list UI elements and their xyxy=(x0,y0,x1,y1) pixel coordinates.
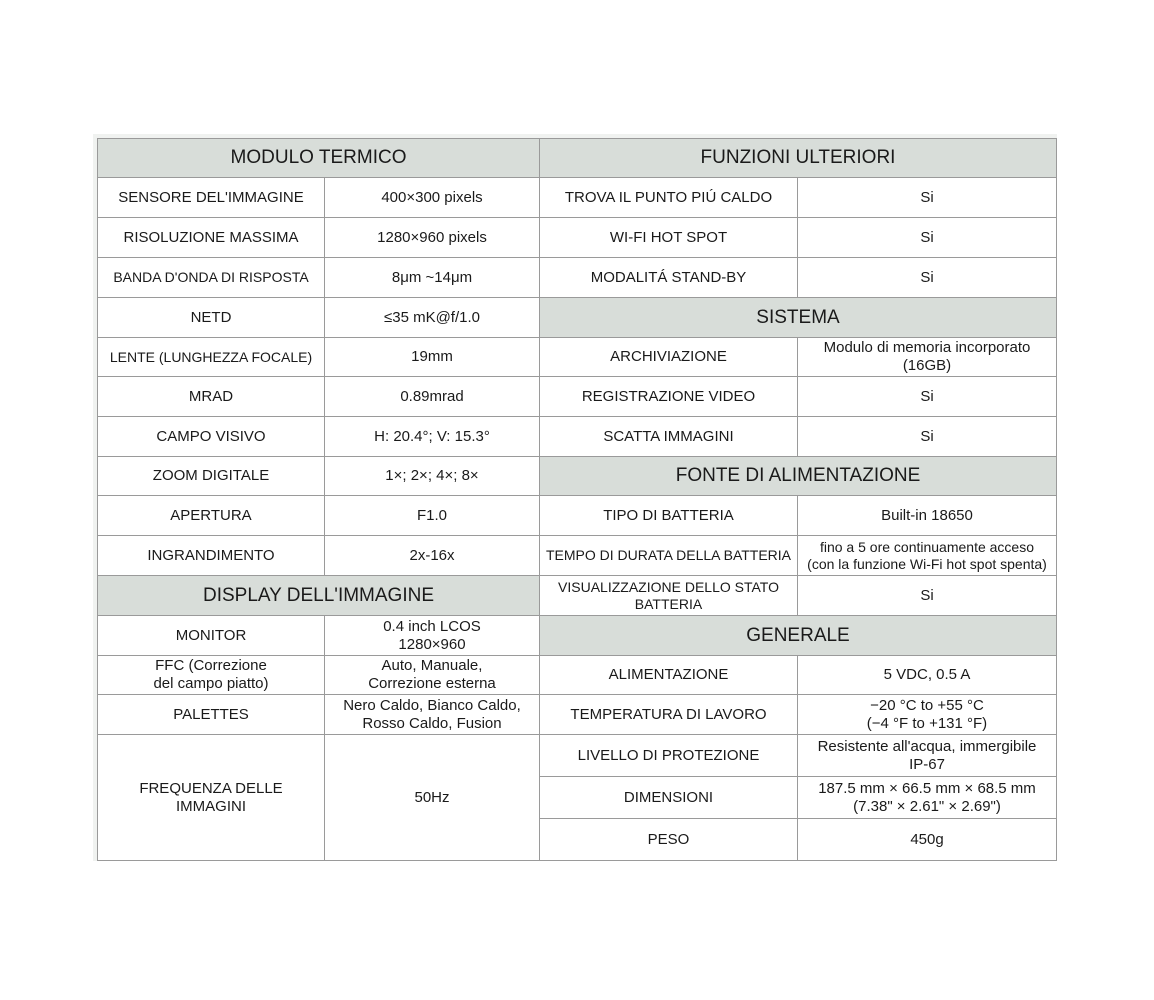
row-value: 1280×960 pixels xyxy=(324,217,540,258)
row-value: Si xyxy=(797,416,1057,457)
row-label: FREQUENZA DELLE IMMAGINI xyxy=(97,734,325,861)
row-value: −20 °C to +55 °C (−4 °F to +131 °F) xyxy=(797,694,1057,735)
row-label: NETD xyxy=(97,297,325,338)
row-value: Si xyxy=(797,376,1057,417)
row-value: 0.89mrad xyxy=(324,376,540,417)
row-value: Nero Caldo, Bianco Caldo, Rosso Caldo, Fusion xyxy=(324,694,540,735)
row-label: PALETTES xyxy=(97,694,325,735)
row-label: MODALITÁ STAND-BY xyxy=(539,257,798,298)
section-header-modulo-termico: MODULO TERMICO xyxy=(97,138,540,178)
row-label: SCATTA IMMAGINI xyxy=(539,416,798,457)
spec-table xyxy=(97,138,1057,861)
row-label: ZOOM DIGITALE xyxy=(97,456,325,496)
row-value: Built-in 18650 xyxy=(797,495,1057,536)
row-value: 2x-16x xyxy=(324,535,540,576)
row-label: DIMENSIONI xyxy=(539,776,798,819)
row-value: 1×; 2×; 4×; 8× xyxy=(324,456,540,496)
row-label: ARCHIVIAZIONE xyxy=(539,337,798,377)
row-value: Si xyxy=(797,217,1057,258)
section-header-fonte-alimentazione: FONTE DI ALIMENTAZIONE xyxy=(539,456,1057,496)
row-value: Resistente all'acqua, immergibile IP-67 xyxy=(797,734,1057,777)
row-value: 400×300 pixels xyxy=(324,177,540,218)
row-label: APERTURA xyxy=(97,495,325,536)
row-label: SENSORE DEL'IMMAGINE xyxy=(97,177,325,218)
row-label: PESO xyxy=(539,818,798,861)
row-value: 50Hz xyxy=(324,734,540,861)
row-label: INGRANDIMENTO xyxy=(97,535,325,576)
row-label: TEMPERATURA DI LAVORO xyxy=(539,694,798,735)
row-value: Auto, Manuale, Correzione esterna xyxy=(324,655,540,695)
row-label: MONITOR xyxy=(97,615,325,656)
row-value: 187.5 mm × 66.5 mm × 68.5 mm (7.38" × 2.61" × 2.69") xyxy=(797,776,1057,819)
row-label: LIVELLO DI PROTEZIONE xyxy=(539,734,798,777)
row-label: ALIMENTAZIONE xyxy=(539,655,798,695)
row-value: F1.0 xyxy=(324,495,540,536)
row-value: Si xyxy=(797,177,1057,218)
row-label: VISUALIZZAZIONE DELLO STATO BATTERIA xyxy=(539,575,798,616)
row-value: ≤35 mK@f/1.0 xyxy=(324,297,540,338)
row-value: 450g xyxy=(797,818,1057,861)
row-value: Si xyxy=(797,575,1057,616)
row-value: Si xyxy=(797,257,1057,298)
row-value: Modulo di memoria incorporato (16GB) xyxy=(797,337,1057,377)
section-header-display-immagine: DISPLAY DELL'IMMAGINE xyxy=(97,575,540,616)
row-label: TROVA IL PUNTO PIÚ CALDO xyxy=(539,177,798,218)
row-value: 8μm ~14μm xyxy=(324,257,540,298)
row-label: WI-FI HOT SPOT xyxy=(539,217,798,258)
row-label: TIPO DI BATTERIA xyxy=(539,495,798,536)
row-value: 5 VDC, 0.5 A xyxy=(797,655,1057,695)
row-label: FFC (Correzione del campo piatto) xyxy=(97,655,325,695)
section-header-funzioni-ulteriori: FUNZIONI ULTERIORI xyxy=(539,138,1057,178)
row-label: BANDA D'ONDA DI RISPOSTA xyxy=(97,257,325,298)
row-label: TEMPO DI DURATA DELLA BATTERIA xyxy=(539,535,798,576)
row-label: LENTE (LUNGHEZZA FOCALE) xyxy=(97,337,325,377)
row-label: MRAD xyxy=(97,376,325,417)
row-label: RISOLUZIONE MASSIMA xyxy=(97,217,325,258)
row-value: 0.4 inch LCOS 1280×960 xyxy=(324,615,540,656)
section-header-sistema: SISTEMA xyxy=(539,297,1057,338)
section-header-generale: GENERALE xyxy=(539,615,1057,656)
row-label: CAMPO VISIVO xyxy=(97,416,325,457)
row-value: fino a 5 ore continuamente acceso (con la funzione Wi-Fi hot spot spenta) xyxy=(797,535,1057,576)
row-value: H: 20.4°; V: 15.3° xyxy=(324,416,540,457)
row-value: 19mm xyxy=(324,337,540,377)
row-label: REGISTRAZIONE VIDEO xyxy=(539,376,798,417)
